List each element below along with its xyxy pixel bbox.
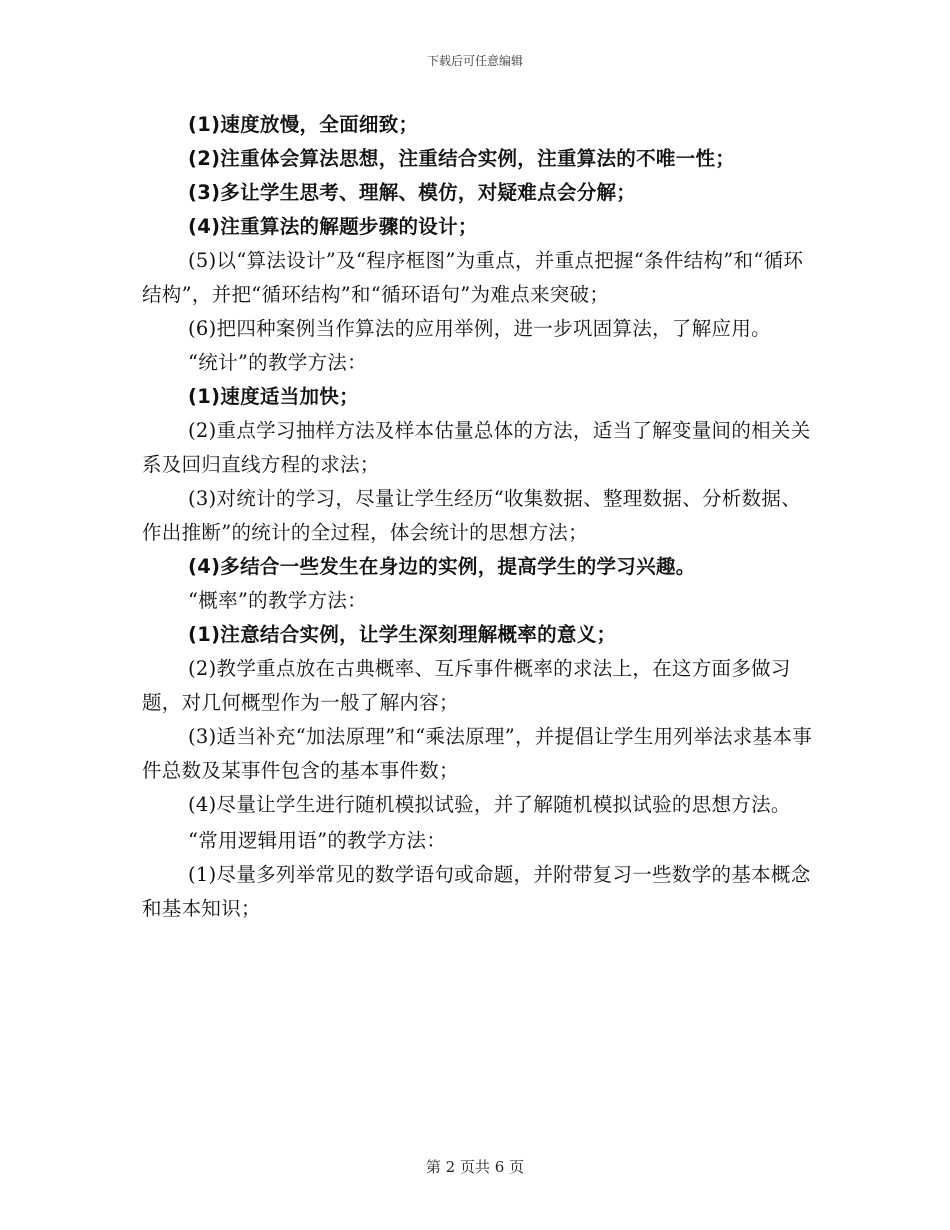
page-header: 下载后可任意编辑 bbox=[426, 54, 523, 68]
section-heading-statistics: “统计”的教学方法： bbox=[188, 351, 367, 374]
paragraph: (2)教学重点放在古典概率、互斥事件概率的求法上，在这方面多做习题，对几何概型作为一般了解内容； bbox=[142, 657, 791, 714]
paragraph: (2)重点学习抽样方法及样本估量总体的方法，适当了解变量间的相关关系及回归直线方程的求法； bbox=[142, 419, 811, 476]
paragraph: (5)以“算法设计”及“程序框图”为重点，并重点把握“条件结构”和“循环结构”，并把“循环结构”和“循环语句”为难点来突破； bbox=[142, 249, 804, 306]
paragraph: (1)注意结合实例，让学生深刻理解概率的意义； bbox=[188, 623, 617, 646]
paragraph: (4)多结合一些发生在身边的实例，提高学生的学习兴趣。 bbox=[188, 555, 696, 578]
document-body bbox=[142, 108, 818, 926]
paragraph: (4)注重算法的解题步骤的设计； bbox=[188, 215, 478, 238]
paragraph: (3)多让学生思考、理解、模仿，对疑难点会分解； bbox=[188, 181, 637, 204]
paragraph: (3)适当补充“加法原理”和“乘法原理”，并提倡让学生用列举法求基本事件总数及某事件包含的基本事件数； bbox=[142, 725, 812, 782]
section-heading-logic: “常用逻辑用语”的教学方法： bbox=[188, 829, 447, 852]
paragraph: (4)尽量让学生进行随机模拟试验，并了解随机模拟试验的思想方法。 bbox=[188, 793, 791, 816]
page-footer: 第 2 页共 6 页 bbox=[425, 1158, 525, 1176]
paragraph: (1)尽量多列举常见的数学语句或命题，并附带复习一些数学的基本概念和基本知识； bbox=[142, 863, 811, 920]
paragraph: (6)把四种案例当作算法的应用举例，进一步巩固算法，了解应用。 bbox=[188, 317, 771, 340]
paragraph: (1)速度放慢，全面细致； bbox=[188, 113, 419, 136]
paragraph: (1)速度适当加快； bbox=[188, 385, 359, 408]
section-heading-probability: “概率”的教学方法： bbox=[188, 589, 367, 612]
paragraph: (3)对统计的学习，尽量让学生经历“收集数据、整理数据、分析数据、作出推断”的统计的全过程，体会统计的思想方法； bbox=[142, 487, 801, 544]
paragraph: (2)注重体会算法思想，注重结合实例，注重算法的不唯一性； bbox=[188, 147, 736, 170]
